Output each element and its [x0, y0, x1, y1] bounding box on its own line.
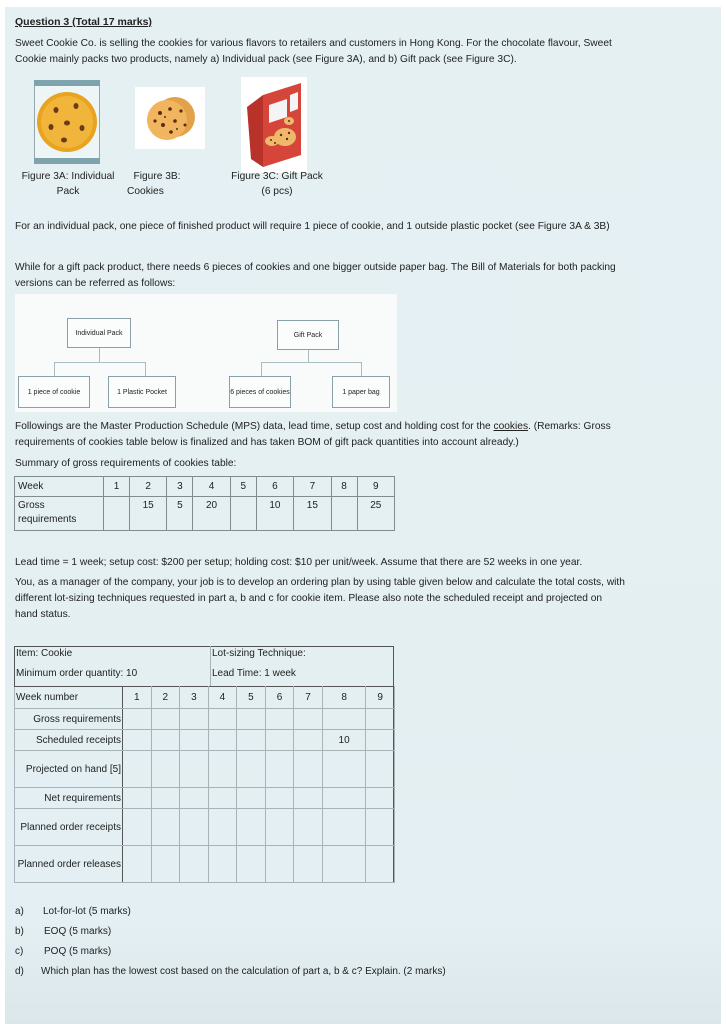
cookies-image: [135, 87, 205, 149]
table-row: [15, 709, 395, 730]
bom-connector: [308, 350, 309, 362]
bom-connector: [361, 362, 362, 376]
caption-line: Cookies: [127, 186, 164, 197]
subquestion-a: [15, 906, 615, 922]
row-label: Planned order receipts: [15, 809, 123, 846]
week-cell: 4: [193, 477, 230, 497]
week-cell: 3: [180, 687, 209, 709]
week-cell: 6: [256, 477, 293, 497]
table-row: [15, 788, 395, 809]
summary-label: Summary of gross requirements of cookies table:: [15, 458, 237, 469]
gross-cell: [331, 497, 357, 531]
mrp-lead-time: Lead Time: 1 week: [212, 668, 296, 679]
planned-receipt-cell[interactable]: [265, 809, 294, 846]
gross-cell: 10: [256, 497, 293, 531]
gift-line-2: versions can be referred as follows:: [15, 278, 176, 289]
week-cell: 8: [322, 687, 366, 709]
intro-line-1: Sweet Cookie Co. is selling the cookies for various flavors to retailers and customers in Hong Kong. For the chocolate flavour, Sweet: [15, 38, 612, 49]
week-cell: 9: [357, 477, 395, 497]
subquestion-text: Lot-for-lot (5 marks): [43, 906, 131, 917]
bom-gift-pack: Gift Pack: [277, 320, 339, 350]
planned-release-cell[interactable]: [322, 846, 366, 883]
table-row: [15, 687, 395, 709]
gross-req-cell[interactable]: [151, 709, 180, 730]
table-row: [15, 477, 395, 497]
bom-diagram: [15, 294, 397, 412]
scheduled-receipt-cell[interactable]: 10: [322, 730, 366, 751]
figure-3c-caption: [217, 169, 337, 199]
caption-line: Pack: [56, 186, 80, 197]
subquestion-letter: a): [15, 906, 24, 917]
projected-on-hand-cell[interactable]: [265, 751, 294, 788]
gross-req-cell[interactable]: [237, 709, 266, 730]
scheduled-receipt-cell[interactable]: [265, 730, 294, 751]
subquestion-letter: d): [15, 966, 24, 977]
subquestion-letter: c): [15, 946, 24, 957]
week-cell: 2: [129, 477, 166, 497]
mps-line-2: requirements of cookies table below is finalized and has taken BOM of gift pack quantities into account already.): [15, 437, 519, 448]
gross-cell: 15: [129, 497, 166, 531]
gross-requirements-table: [14, 476, 395, 531]
net-req-cell[interactable]: [322, 788, 366, 809]
week-cell: 8: [331, 477, 357, 497]
planned-release-cell[interactable]: [123, 846, 152, 883]
week-cell: 6: [265, 687, 294, 709]
bom-paper-bag: 1 paper bag: [332, 376, 390, 408]
task-line-2: different lot-sizing techniques requested in part a, b and c for cookie item. Please also note the scheduled receipt and projected on: [15, 593, 603, 604]
subquestion-text: POQ (5 marks): [44, 946, 112, 957]
intro-line-2: Cookie mainly packs two products, namely a) Individual pack (see Figure 3A), and b) Gift pack (see Figure 3C).: [15, 54, 517, 65]
bom-connector: [54, 362, 55, 376]
mps-text: . (Remarks: Gross: [528, 421, 611, 432]
scheduled-receipt-cell[interactable]: [151, 730, 180, 751]
bom-connector: [54, 362, 145, 363]
week-cell: 9: [366, 687, 395, 709]
individual-pack-paragraph: For an individual pack, one piece of finished product will require 1 piece of cookie, and 1 outside plastic pocket (see Figure 3A & 3B): [15, 221, 610, 232]
planned-receipt-cell[interactable]: [322, 809, 366, 846]
net-req-cell[interactable]: [237, 788, 266, 809]
scheduled-receipt-cell[interactable]: [180, 730, 209, 751]
table-row: [15, 751, 395, 788]
projected-on-hand-cell[interactable]: [366, 751, 395, 788]
planned-release-cell[interactable]: [208, 846, 237, 883]
gross-req-cell[interactable]: [265, 709, 294, 730]
mrp-technique: Lot-sizing Technique:: [212, 648, 306, 659]
caption-line: Figure 3C: Gift Pack: [231, 171, 323, 182]
net-req-cell[interactable]: [208, 788, 237, 809]
week-cell: 5: [230, 477, 256, 497]
intro-paragraph: [15, 36, 710, 68]
gross-req-cell[interactable]: [294, 709, 323, 730]
question-page: [5, 7, 721, 1024]
gross-cell: 20: [193, 497, 230, 531]
planned-receipt-cell[interactable]: [180, 809, 209, 846]
scheduled-receipt-cell[interactable]: [208, 730, 237, 751]
week-number-label: Week number: [15, 687, 123, 709]
bom-piece-of-cookie: 1 piece of cookie: [18, 376, 90, 408]
subquestion-text: EOQ (5 marks): [44, 926, 112, 937]
week-cell: 1: [104, 477, 130, 497]
mrp-table: [14, 686, 395, 883]
gross-req-cell[interactable]: [123, 709, 152, 730]
row-label: Gross requirements: [15, 709, 123, 730]
planned-receipt-cell[interactable]: [294, 809, 323, 846]
table-row: [15, 497, 395, 531]
subquestion-letter: b): [15, 926, 24, 937]
subquestion-b: [15, 926, 615, 942]
net-req-cell[interactable]: [265, 788, 294, 809]
net-req-cell[interactable]: [294, 788, 323, 809]
bom-six-cookies: 6 pieces of cookies: [229, 376, 291, 408]
gross-cell: 25: [357, 497, 395, 531]
planned-receipt-cell[interactable]: [366, 809, 395, 846]
week-cell: 4: [208, 687, 237, 709]
net-req-cell[interactable]: [366, 788, 395, 809]
gross-cell: [230, 497, 256, 531]
net-req-cell[interactable]: [151, 788, 180, 809]
subquestion-c: [15, 946, 615, 962]
row-label: Planned order releases: [15, 846, 123, 883]
task-line-1: You, as a manager of the company, your job is to develop an ordering plan by using table given below and calculate the total costs, with: [15, 577, 625, 588]
planned-release-cell[interactable]: [366, 846, 395, 883]
gross-req-cell[interactable]: [208, 709, 237, 730]
planned-release-cell[interactable]: [265, 846, 294, 883]
scheduled-receipt-cell[interactable]: [294, 730, 323, 751]
subquestion-text: Which plan has the lowest cost based on the calculation of part a, b & c? Explain. (2 marks): [41, 966, 446, 977]
mps-line-1: [15, 419, 710, 435]
mrp-moq: Minimum order quantity: 10: [16, 668, 138, 679]
scheduled-receipt-cell[interactable]: [123, 730, 152, 751]
net-req-cell[interactable]: [123, 788, 152, 809]
cookies-underlined: cookies: [493, 421, 529, 432]
question-title: Question 3 (Total 17 marks): [15, 16, 152, 28]
planned-release-cell[interactable]: [294, 846, 323, 883]
bom-individual-pack: Individual Pack: [67, 318, 131, 348]
mps-paragraph: [15, 419, 710, 451]
row-label: Projected on hand [5]: [15, 751, 123, 788]
caption-line: (6 pcs): [261, 186, 293, 197]
bom-connector: [99, 348, 100, 362]
projected-on-hand-cell[interactable]: [180, 751, 209, 788]
week-cell: 7: [294, 687, 323, 709]
gross-cell: [104, 497, 130, 531]
scheduled-receipt-cell[interactable]: [366, 730, 395, 751]
planned-release-cell[interactable]: [151, 846, 180, 883]
week-cell: 1: [123, 687, 152, 709]
task-line-3: hand status.: [15, 609, 71, 620]
week-cell: 3: [167, 477, 193, 497]
week-cell: 7: [294, 477, 331, 497]
projected-on-hand-cell[interactable]: [237, 751, 266, 788]
gross-req-cell[interactable]: [322, 709, 366, 730]
planned-release-cell[interactable]: [237, 846, 266, 883]
projected-on-hand-cell[interactable]: [294, 751, 323, 788]
individual-pack-image: [34, 80, 100, 164]
mrp-item: Item: Cookie: [16, 648, 73, 659]
planned-receipt-cell[interactable]: [123, 809, 152, 846]
mps-text: Followings are the Master Production Schedule (MPS) data, lead time, setup cost and holding cost for the: [15, 421, 494, 432]
gift-pack-image: [241, 77, 307, 173]
bom-connector: [145, 362, 146, 376]
task-paragraph: [15, 575, 710, 623]
gross-req-cell[interactable]: [366, 709, 395, 730]
projected-on-hand-cell[interactable]: [151, 751, 180, 788]
gift-pack-paragraph: [15, 260, 710, 292]
caption-line: Figure 3B:: [133, 171, 181, 182]
projected-on-hand-cell[interactable]: [208, 751, 237, 788]
week-cell: 2: [151, 687, 180, 709]
table-row: [15, 809, 395, 846]
week-cell: 5: [237, 687, 266, 709]
gross-cell: 15: [294, 497, 331, 531]
gross-req-label: Gross requirements: [15, 497, 104, 531]
table-row: [15, 730, 395, 751]
figure-3b-caption: [127, 169, 187, 199]
costs-paragraph: Lead time = 1 week; setup cost: $200 per setup; holding cost: $10 per unit/week. Assume that there are 52 weeks in one year.: [15, 557, 583, 568]
gift-line-1: While for a gift pack product, there needs 6 pieces of cookies and one bigger outside paper bag. The Bill of Materials for both packing: [15, 262, 616, 273]
planned-receipt-cell[interactable]: [237, 809, 266, 846]
figure-3a-caption: [13, 169, 123, 199]
planned-receipt-cell[interactable]: [208, 809, 237, 846]
net-req-cell[interactable]: [180, 788, 209, 809]
caption-line: Figure 3A: Individual: [21, 171, 115, 182]
row-label: Net requirements: [15, 788, 123, 809]
gross-req-cell[interactable]: [180, 709, 209, 730]
week-header: Week: [15, 477, 104, 497]
table-row: [15, 846, 395, 883]
mrp-header-divider: [210, 646, 211, 686]
gross-cell: 5: [167, 497, 193, 531]
projected-on-hand-cell[interactable]: [123, 751, 152, 788]
subquestion-d: [15, 966, 615, 982]
bom-plastic-pocket: 1 Plastic Pocket: [108, 376, 176, 408]
scheduled-receipt-cell[interactable]: [237, 730, 266, 751]
planned-release-cell[interactable]: [180, 846, 209, 883]
projected-on-hand-cell[interactable]: [322, 751, 366, 788]
bom-connector: [261, 362, 262, 376]
planned-receipt-cell[interactable]: [151, 809, 180, 846]
bom-connector: [261, 362, 361, 363]
row-label: Scheduled receipts: [15, 730, 123, 751]
